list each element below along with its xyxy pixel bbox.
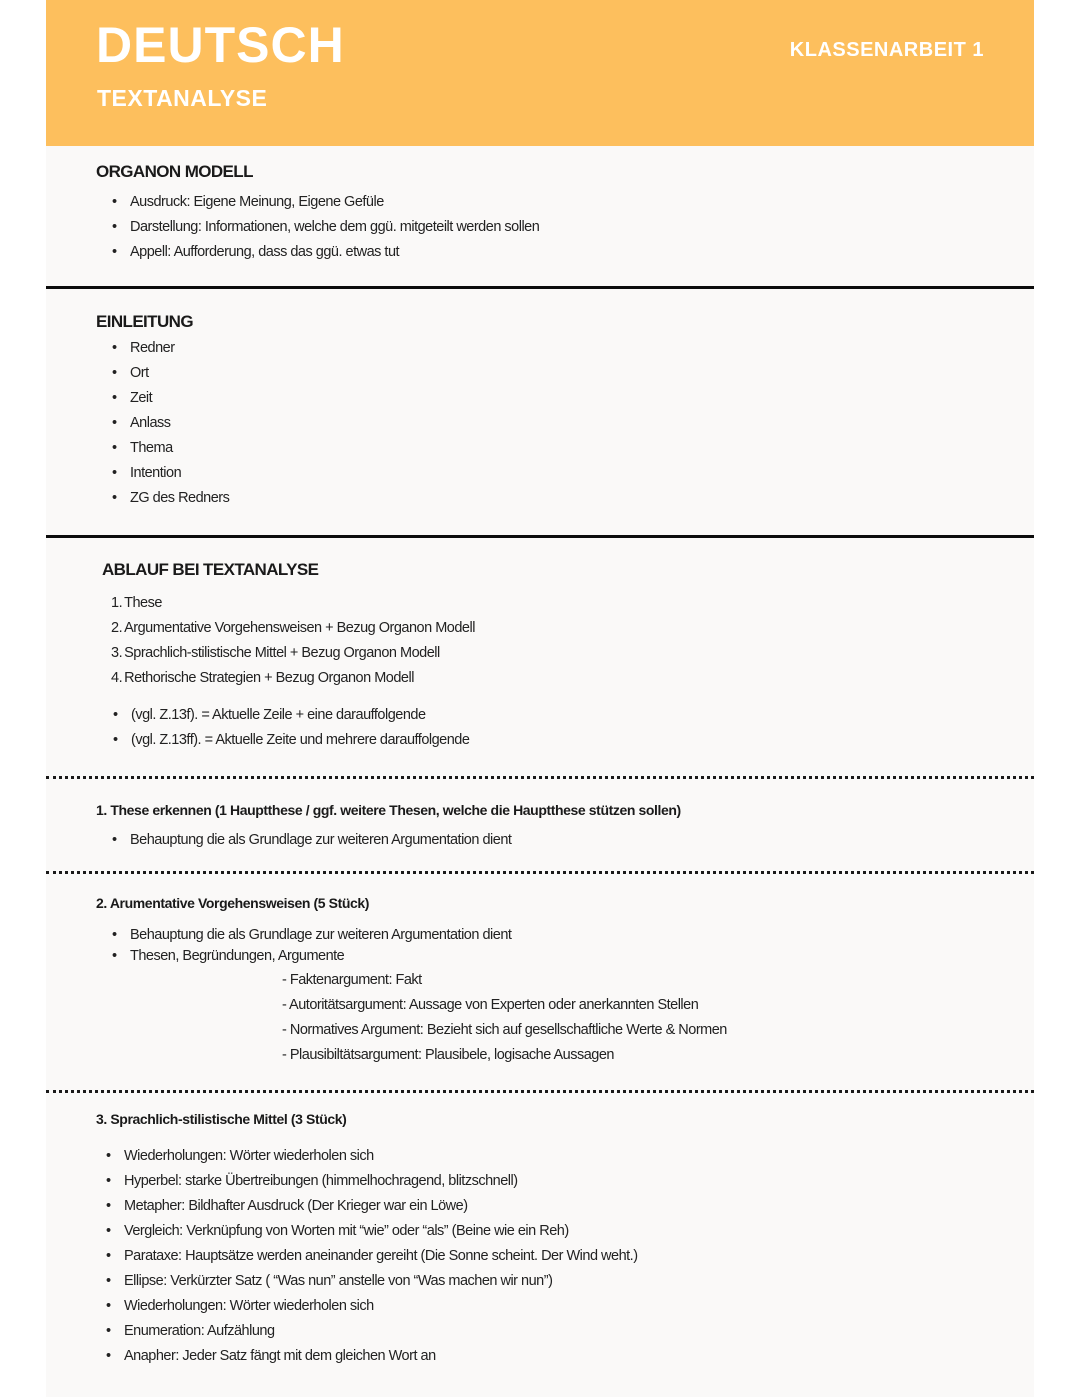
list-item: • Wiederholungen: Wörter wiederholen sich xyxy=(106,1148,638,1173)
list-item xyxy=(111,670,475,695)
list-item xyxy=(111,595,475,620)
subsection-title-stilmittel: 3. Sprachlich-stilistische Mittel (3 Stück) xyxy=(96,1111,347,1127)
list-item: • Vergleich: Verknüpfung von Worten mit “wie” oder “als” (Beine wie ein Reh) xyxy=(106,1223,638,1248)
step-text: These xyxy=(124,595,162,611)
list-item: • Anapher: Jeder Satz fängt mit dem gleichen Wort an xyxy=(106,1348,638,1373)
list-item xyxy=(111,620,475,645)
these-list xyxy=(112,832,511,857)
list-item: • (vgl. Z.13ff). = Aktuelle Zeite und mehrere darauffolgende xyxy=(113,732,469,757)
section-divider-dotted xyxy=(46,871,1034,874)
section-title-ablauf: ABLAUF BEI TEXTANALYSE xyxy=(102,560,319,579)
list-item: • Thesen, Begründungen, Argumente xyxy=(112,948,511,973)
list-item: • Ausdruck: Eigene Meinung, Eigene Gefüle xyxy=(112,194,539,219)
list-item: - Plausibiltätsargument: Plausibele, logisache Aussagen xyxy=(282,1047,614,1063)
list-item: • Anlass xyxy=(112,415,229,440)
section-divider xyxy=(46,535,1034,538)
list-item: • Redner xyxy=(112,340,229,365)
list-item: • Metapher: Bildhafter Ausdruck (Der Krieger war ein Löwe) xyxy=(106,1198,638,1223)
document-body xyxy=(46,146,1034,1397)
list-item: • Parataxe: Hauptsätze werden aneinander gereiht (Die Sonne scheint. Der Wind weht.) xyxy=(106,1248,638,1273)
step-number: 3. xyxy=(111,645,123,661)
section-divider-dotted xyxy=(46,1090,1034,1093)
list-item: • Ellipse: Verkürzter Satz ( “Was nun” anstelle von “Was machen wir nun”) xyxy=(106,1273,638,1298)
argument-types-list xyxy=(282,972,727,1072)
section-title-organon: ORGANON MODELL xyxy=(96,162,253,181)
list-item: - Normatives Argument: Bezieht sich auf gesellschaftliche Werte & Normen xyxy=(282,1022,727,1038)
step-number: 4. xyxy=(111,670,123,686)
ablauf-notes xyxy=(113,707,469,757)
list-item: • Behauptung die als Grundlage zur weiteren Argumentation dient xyxy=(112,832,511,857)
list-item: • Appell: Aufforderung, dass das ggü. etwas tut xyxy=(112,244,539,269)
list-item: • Hyperbel: starke Übertreibungen (himmelhochragend, blitzschnell) xyxy=(106,1173,638,1198)
list-item: - Faktenargument: Fakt xyxy=(282,972,422,988)
section-divider-dotted xyxy=(46,776,1034,779)
einleitung-list xyxy=(112,340,229,515)
subject-title: DEUTSCH xyxy=(96,17,345,73)
list-item: • ZG des Redners xyxy=(112,490,229,515)
exam-label: KLASSENARBEIT 1 xyxy=(789,39,984,61)
list-item: • (vgl. Z.13f). = Aktuelle Zeile + eine darauffolgende xyxy=(113,707,469,732)
vorgehensweisen-list xyxy=(112,927,511,973)
step-text: Sprachlich-stilistische Mittel + Bezug Organon Modell xyxy=(124,645,440,661)
list-item: • Wiederholungen: Wörter wiederholen sich xyxy=(106,1298,638,1323)
list-item: • Thema xyxy=(112,440,229,465)
ablauf-steps xyxy=(111,595,475,695)
list-item: • Enumeration: Aufzählung xyxy=(106,1323,638,1348)
list-item: • Darstellung: Informationen, welche dem ggü. mitgeteilt werden sollen xyxy=(112,219,539,244)
step-text: Argumentative Vorgehensweisen + Bezug Organon Modell xyxy=(124,620,475,636)
list-item: • Zeit xyxy=(112,390,229,415)
section-title-einleitung: EINLEITUNG xyxy=(96,312,193,331)
step-number: 1. xyxy=(111,595,123,611)
stilmittel-list xyxy=(106,1148,638,1373)
list-item: • Behauptung die als Grundlage zur weiteren Argumentation dient xyxy=(112,927,511,948)
subsection-title-vorgehensweisen: 2. Arumentative Vorgehensweisen (5 Stück) xyxy=(96,895,370,911)
list-item xyxy=(111,645,475,670)
list-item: - Autoritätsargument: Aussage von Experten oder anerkannten Stellen xyxy=(282,997,699,1013)
list-item: • Intention xyxy=(112,465,229,490)
subsection-title-these: 1. These erkennen (1 Hauptthese / ggf. weitere Thesen, welche die Hauptthese stützen sollen) xyxy=(96,802,681,818)
step-number: 2. xyxy=(111,620,123,636)
section-divider xyxy=(46,286,1034,289)
page-header xyxy=(46,0,1034,146)
subject-subtitle: TEXTANALYSE xyxy=(97,85,268,111)
organon-list xyxy=(112,194,539,269)
list-item: • Ort xyxy=(112,365,229,390)
step-text: Rethorische Strategien + Bezug Organon Modell xyxy=(124,670,414,686)
